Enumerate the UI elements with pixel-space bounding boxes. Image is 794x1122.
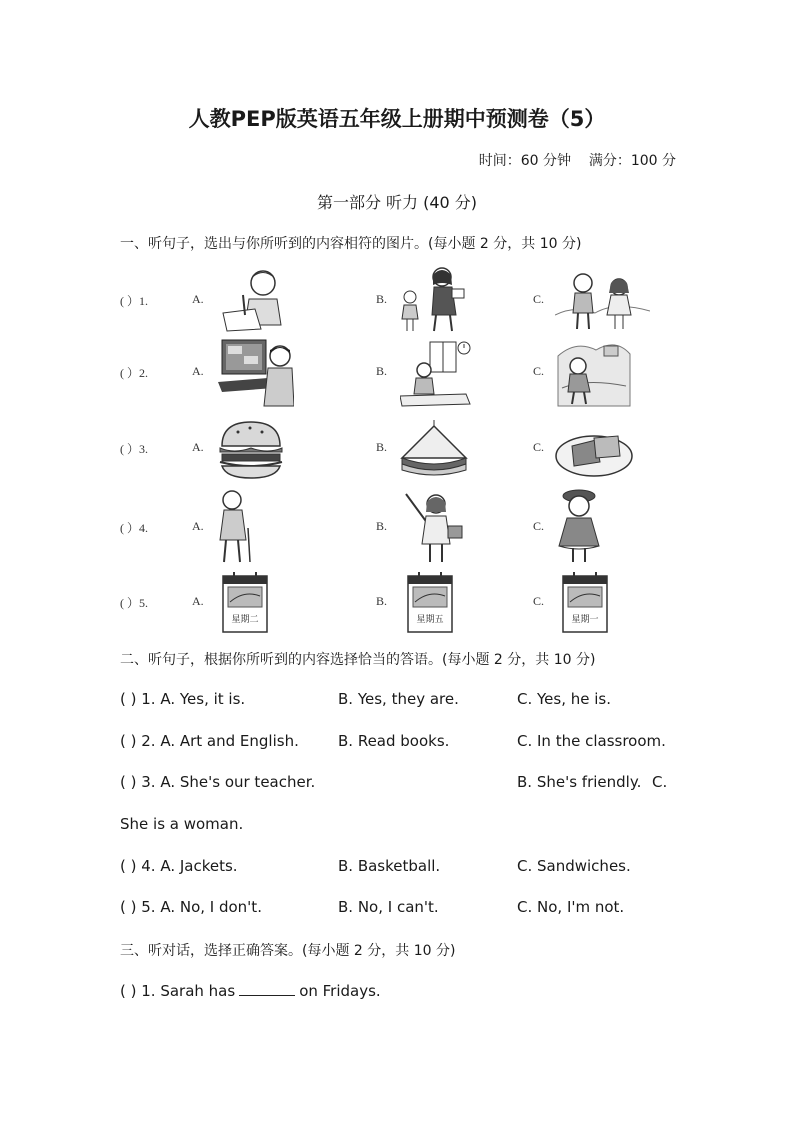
q1-option-a: A. bbox=[192, 292, 204, 306]
woman-with-girl-picture bbox=[398, 265, 468, 333]
s3-q1-blank[interactable] bbox=[239, 983, 295, 996]
q3-number: ( ）3. bbox=[120, 442, 148, 456]
s3-q1-start: ( ) 1. Sarah has bbox=[120, 982, 236, 1000]
girl-writing-at-desk-picture bbox=[400, 338, 472, 408]
time-limit: 时间：60 分钟 bbox=[478, 153, 572, 169]
q4-option-a: A. bbox=[192, 519, 204, 533]
s2-q2-option-b: B. Read books. bbox=[338, 732, 450, 750]
s2-q3-option-c-text: She is a woman. bbox=[120, 815, 244, 833]
q1-option-c: C. bbox=[533, 292, 545, 306]
q2-number: ( ）2. bbox=[120, 366, 148, 380]
q3-option-c: C. bbox=[533, 440, 545, 454]
s2-q1-option-c: C. Yes, he is. bbox=[517, 690, 612, 708]
boy-at-computer-picture bbox=[218, 338, 294, 408]
q3-option-b: B. bbox=[376, 440, 388, 454]
q5-number: ( ）5. bbox=[120, 596, 148, 610]
s2-q2-option-a: ( ) 2. A. Art and English. bbox=[120, 732, 299, 750]
section1-heading: 一、听句子，选出与你所听到的内容相符的图片。(每小题 2 分，共 10 分) bbox=[120, 236, 582, 252]
q2-option-a: A. bbox=[192, 364, 204, 378]
s2-q5-option-b: B. No, I can't. bbox=[338, 898, 439, 916]
section3-heading: 三、听对话，选择正确答案。(每小题 2 分，共 10 分) bbox=[120, 943, 456, 959]
old-man-picture bbox=[212, 488, 256, 564]
s2-q5-option-c: C. No, I'm not. bbox=[517, 898, 625, 916]
s2-q3-option-b: B. She's friendly. bbox=[517, 773, 642, 791]
page-title: 人教PEP版英语五年级上册期中预测卷（5） bbox=[188, 107, 606, 131]
s2-q4-option-c: C. Sandwiches. bbox=[517, 857, 631, 875]
q2-option-b: B. bbox=[376, 364, 388, 378]
q5-option-a: A. bbox=[192, 594, 204, 608]
bread-plate-picture bbox=[554, 418, 634, 482]
s2-q4-option-b: B. Basketball. bbox=[338, 857, 441, 875]
q3-option-a: A. bbox=[192, 440, 204, 454]
boy-drawing-picture bbox=[215, 265, 297, 333]
s2-q2-option-c: C. In the classroom. bbox=[517, 732, 666, 750]
q5-option-b: B. bbox=[376, 594, 388, 608]
calendar-friday-picture bbox=[405, 570, 455, 634]
s2-q1-option-a: ( ) 1. A. Yes, it is. bbox=[120, 690, 246, 708]
boy-and-girl-talking-picture bbox=[555, 265, 650, 333]
s2-q3-option-a: ( ) 3. A. She's our teacher. bbox=[120, 773, 316, 791]
q5-option-c: C. bbox=[533, 594, 545, 608]
s2-q3-option-c: C. bbox=[652, 773, 668, 791]
hamburger-picture bbox=[216, 418, 286, 480]
q2-option-c: C. bbox=[533, 364, 545, 378]
section2-heading: 二、听句子，根据你所听到的内容选择恰当的答语。(每小题 2 分，共 10 分) bbox=[120, 652, 596, 668]
exam-meta bbox=[479, 150, 676, 170]
calendar-tuesday-picture bbox=[220, 570, 270, 634]
s2-q5-option-a: ( ) 5. A. No, I don't. bbox=[120, 898, 262, 916]
part-heading: 第一部分 听力 (40 分) bbox=[316, 193, 478, 212]
q4-number: ( ）4. bbox=[120, 521, 148, 535]
teacher-with-pointer-picture bbox=[402, 488, 468, 564]
calendar-friday-label: 星期五 bbox=[416, 615, 444, 625]
calendar-tuesday-label: 星期二 bbox=[231, 615, 259, 625]
calendar-monday-label: 星期一 bbox=[571, 615, 599, 625]
q4-option-c: C. bbox=[533, 519, 545, 533]
s2-q1-option-b: B. Yes, they are. bbox=[338, 690, 459, 708]
full-score: 满分：100 分 bbox=[588, 153, 676, 169]
s2-q4-option-a: ( ) 4. A. Jackets. bbox=[120, 857, 238, 875]
calendar-monday-picture bbox=[560, 570, 610, 634]
s3-q1 bbox=[120, 982, 381, 1000]
sandwich-picture bbox=[398, 418, 470, 480]
young-girl-picture bbox=[555, 486, 603, 566]
q4-option-b: B. bbox=[376, 519, 388, 533]
q1-option-b: B. bbox=[376, 292, 388, 306]
girl-in-playground-picture bbox=[556, 336, 632, 408]
q1-number: ( ）1. bbox=[120, 294, 148, 308]
s3-q1-end: on Fridays. bbox=[299, 982, 381, 1000]
